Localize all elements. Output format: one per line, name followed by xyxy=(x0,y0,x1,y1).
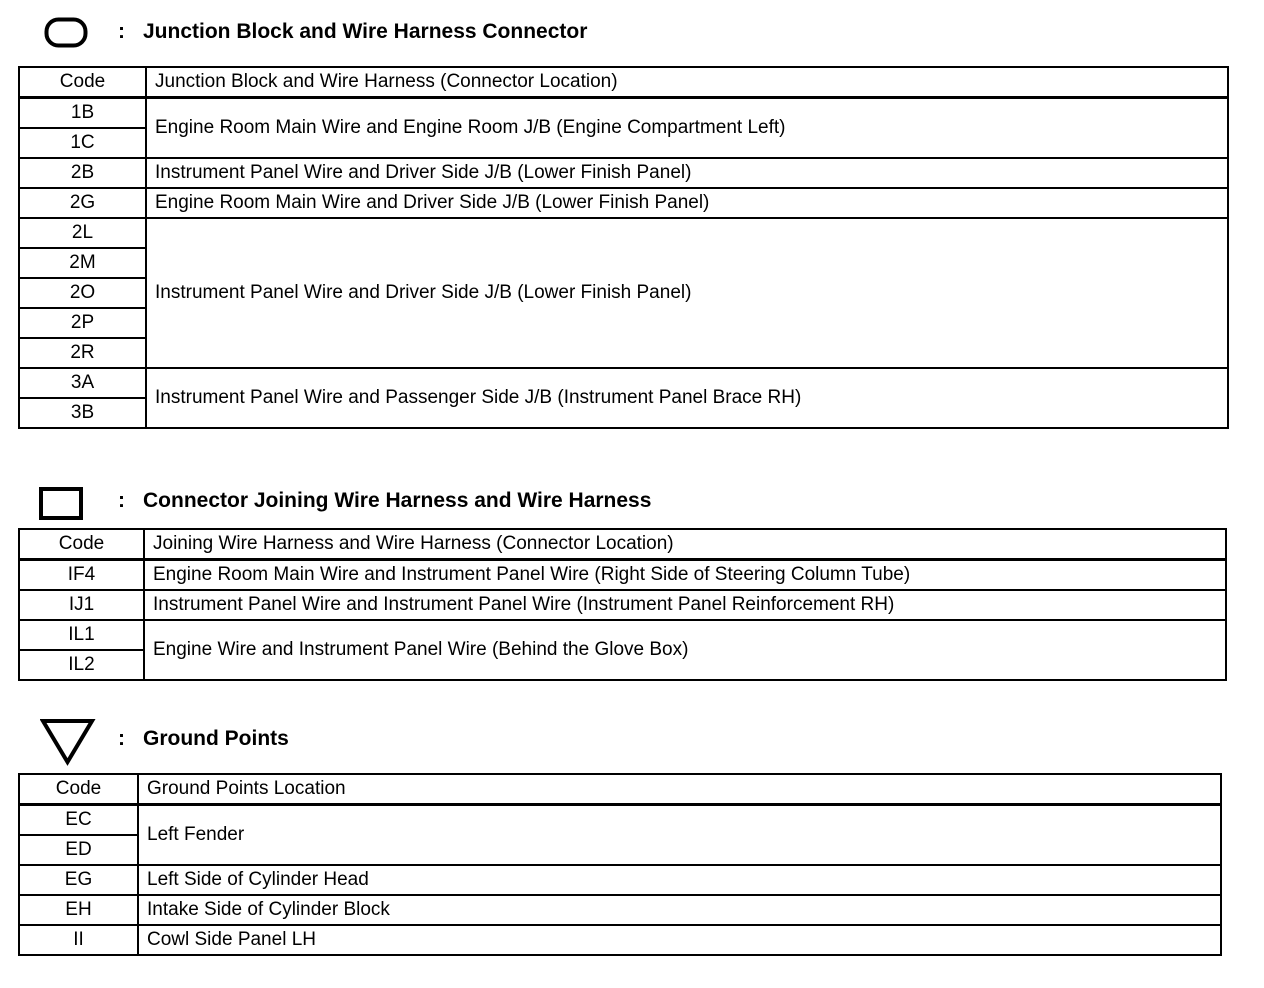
table-row xyxy=(19,865,1221,895)
ground-points-table xyxy=(18,773,1222,956)
table-header-row xyxy=(19,529,1226,560)
rounded-rect-icon xyxy=(44,17,90,51)
code-cell: 3B xyxy=(19,398,146,428)
code-cell: ED xyxy=(19,835,138,865)
code-cell: EG xyxy=(19,865,138,895)
location-cell: Instrument Panel Wire and Passenger Side J/B (Instrument Panel Brace RH) xyxy=(146,368,1228,428)
section-title: Connector Joining Wire Harness and Wire Harness xyxy=(143,489,652,512)
section-title: Ground Points xyxy=(143,727,289,750)
rect-icon xyxy=(39,486,85,522)
table-row xyxy=(19,620,1226,650)
colon: : xyxy=(118,489,125,512)
code-cell: IF4 xyxy=(19,560,144,591)
table-row xyxy=(19,590,1226,620)
code-cell: 1B xyxy=(19,98,146,129)
location-header: Junction Block and Wire Harness (Connector Location) xyxy=(146,67,1228,98)
table-row xyxy=(19,98,1228,129)
location-cell: Engine Wire and Instrument Panel Wire (Behind the Glove Box) xyxy=(144,620,1226,680)
location-cell: Intake Side of Cylinder Block xyxy=(138,895,1221,925)
code-cell: IL2 xyxy=(19,650,144,680)
table-row xyxy=(19,805,1221,836)
code-cell: 2L xyxy=(19,218,146,248)
location-cell: Instrument Panel Wire and Driver Side J/B (Lower Finish Panel) xyxy=(146,218,1228,368)
code-cell: 2O xyxy=(19,278,146,308)
table-row xyxy=(19,158,1228,188)
table-row xyxy=(19,368,1228,398)
code-cell: EC xyxy=(19,805,138,836)
code-cell: II xyxy=(19,925,138,955)
section-title: Junction Block and Wire Harness Connector xyxy=(143,20,588,43)
table-header-row xyxy=(19,774,1221,805)
location-cell: Left Side of Cylinder Head xyxy=(138,865,1221,895)
location-cell: Engine Room Main Wire and Instrument Panel Wire (Right Side of Steering Column Tube) xyxy=(144,560,1226,591)
code-header: Code xyxy=(19,774,138,805)
code-cell: 3A xyxy=(19,368,146,398)
section-junction-block-header xyxy=(0,14,1264,54)
code-cell: IJ1 xyxy=(19,590,144,620)
code-cell: 2G xyxy=(19,188,146,218)
table-header-row xyxy=(19,67,1228,98)
location-cell: Instrument Panel Wire and Instrument Panel Wire (Instrument Panel Reinforcement RH) xyxy=(144,590,1226,620)
section-ground-points-header xyxy=(0,718,1264,758)
code-cell: IL1 xyxy=(19,620,144,650)
location-header: Ground Points Location xyxy=(138,774,1221,805)
location-cell: Engine Room Main Wire and Driver Side J/B (Lower Finish Panel) xyxy=(146,188,1228,218)
table-row xyxy=(19,188,1228,218)
connector-table xyxy=(18,528,1227,681)
table-row xyxy=(19,560,1226,591)
code-cell: 2R xyxy=(19,338,146,368)
code-cell: 2M xyxy=(19,248,146,278)
location-header: Joining Wire Harness and Wire Harness (Connector Location) xyxy=(144,529,1226,560)
code-cell: 2B xyxy=(19,158,146,188)
section-connector-header xyxy=(0,483,1264,523)
location-cell: Instrument Panel Wire and Driver Side J/B (Lower Finish Panel) xyxy=(146,158,1228,188)
code-cell: 2P xyxy=(19,308,146,338)
code-header: Code xyxy=(19,67,146,98)
colon: : xyxy=(118,20,125,43)
location-cell: Left Fender xyxy=(138,805,1221,866)
table-row xyxy=(19,925,1221,955)
code-cell: EH xyxy=(19,895,138,925)
junction-block-table xyxy=(18,66,1229,429)
code-cell: 1C xyxy=(19,128,146,158)
colon: : xyxy=(118,727,125,750)
triangle-down-icon xyxy=(40,718,96,768)
code-header: Code xyxy=(19,529,144,560)
location-cell: Cowl Side Panel LH xyxy=(138,925,1221,955)
table-row xyxy=(19,218,1228,248)
table-row xyxy=(19,895,1221,925)
location-cell: Engine Room Main Wire and Engine Room J/B (Engine Compartment Left) xyxy=(146,98,1228,159)
